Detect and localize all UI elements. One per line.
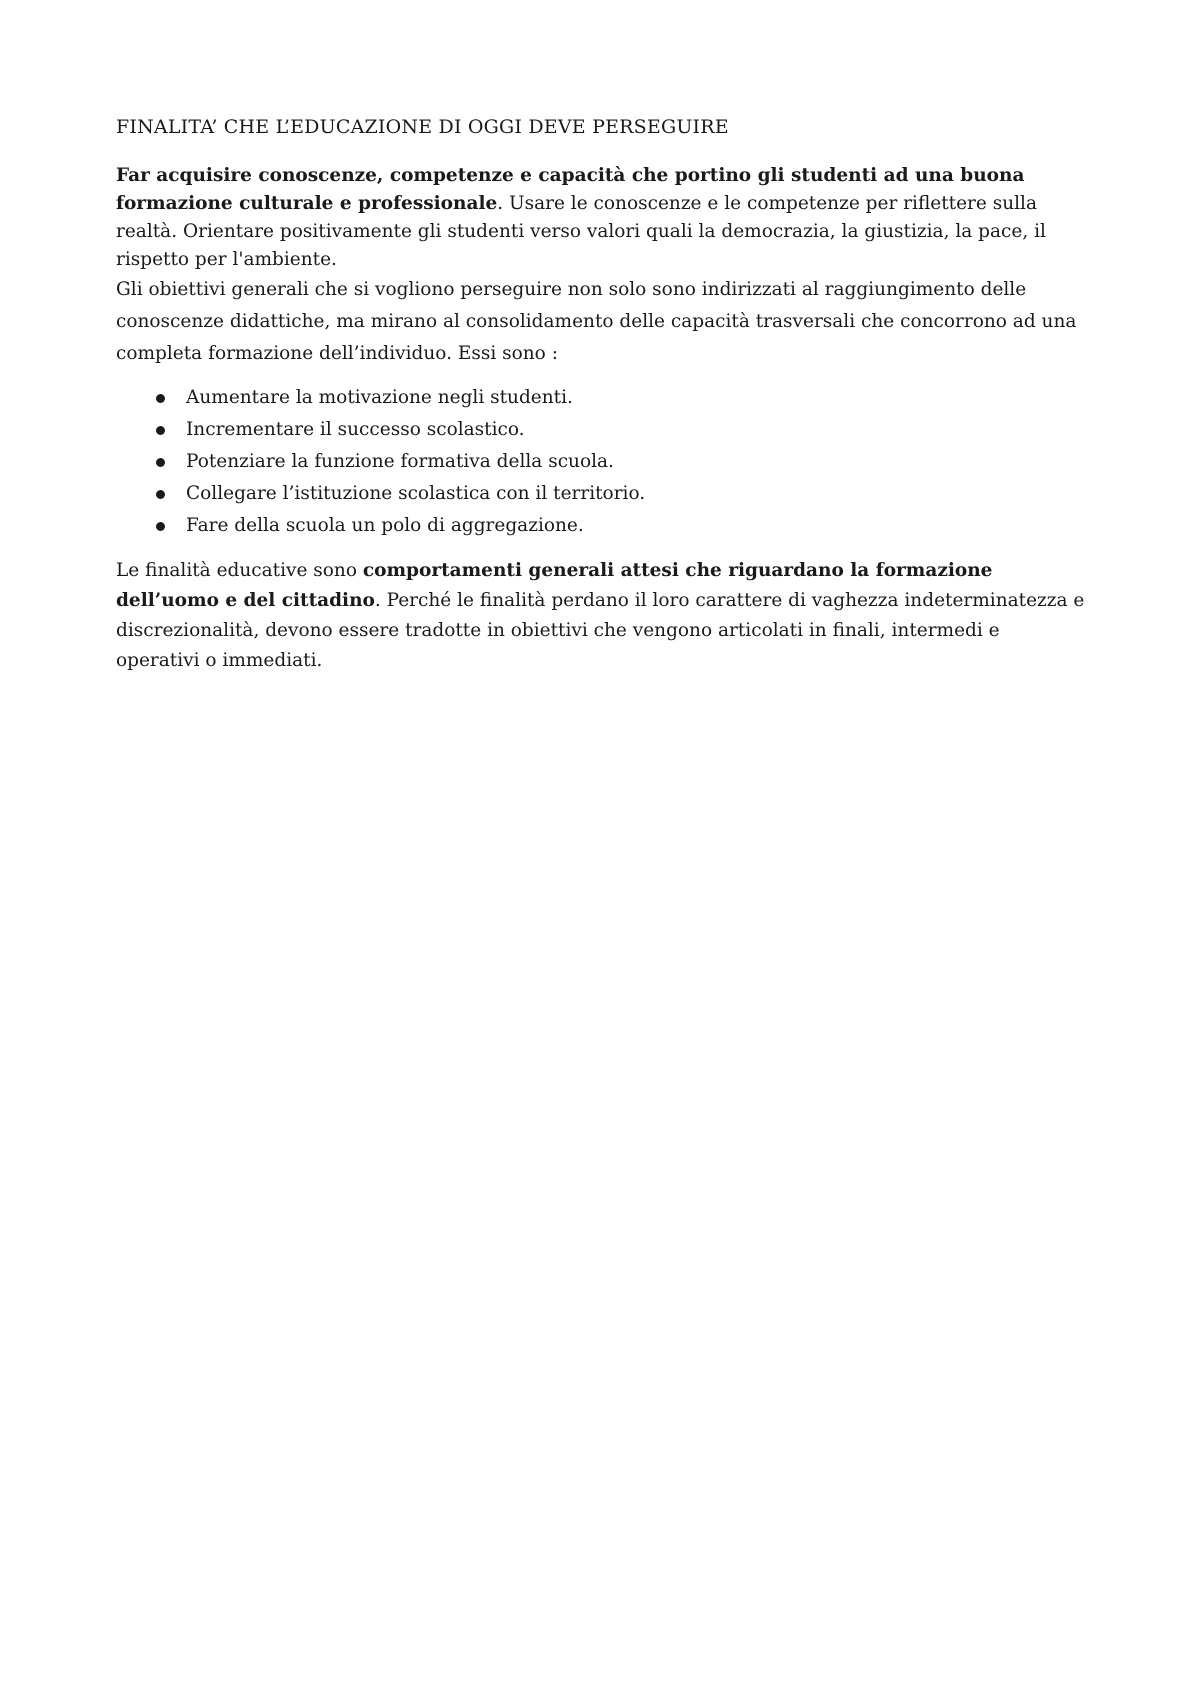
objectives-paragraph: Gli obiettivi generali che si vogliono perseguire non solo sono indirizzati al raggiungimento delle conoscenze didattiche, ma mirano al consolidamento delle capacità trasversali che concorrono ad una completa formazione dell’individuo. Essi sono : [116,279,1077,364]
list-item [156,478,1088,510]
list-item [156,446,1088,478]
closing-lead-text: Le finalità educative sono [116,560,363,581]
closing-paragraph [116,556,1088,676]
closing-rest-text: . Perché le finalità perdano il loro carattere di vaghezza indeterminatezza e discrezionalità, devono essere tradotte in obiettivi che vengono articolati in finali, intermedi e operativi o immediati. [116,590,1085,671]
list-item [156,382,1088,414]
list-item-text: Fare della scuola un polo di aggregazione. [186,515,584,536]
bullet-icon [156,490,165,499]
list-item-text: Potenziare la funzione formativa della scuola. [186,451,614,472]
intro-paragraph [116,162,1088,274]
document-heading: FINALITA’ CHE L’EDUCAZIONE DI OGGI DEVE PERSEGUIRE [116,116,729,138]
bullet-icon [156,394,165,403]
list-item-text: Aumentare la motivazione negli studenti. [186,387,573,408]
bullet-icon [156,522,165,531]
bullet-icon [156,426,165,435]
goals-list [116,382,1088,542]
document-page [116,114,1088,676]
closing-bold-text: comportamenti generali attesi che riguardano la formazione dell’uomo e del cittadino [116,560,993,611]
intro-bold-text: Far acquisire conoscenze, competenze e capacità che portino gli studenti ad una buona formazione culturale e professionale [116,165,1025,214]
bullet-icon [156,458,165,467]
intro-rest-text: . Usare le conoscenze e le competenze per riflettere sulla realtà. Orientare positivamente gli studenti verso valori quali la democrazia, la giustizia, la pace, il rispetto per l'ambiente. [116,193,1046,270]
list-item [156,414,1088,446]
list-item-text: Incrementare il successo scolastico. [186,419,525,440]
list-item-text: Collegare l’istituzione scolastica con il territorio. [186,483,646,504]
list-item [156,510,1088,542]
